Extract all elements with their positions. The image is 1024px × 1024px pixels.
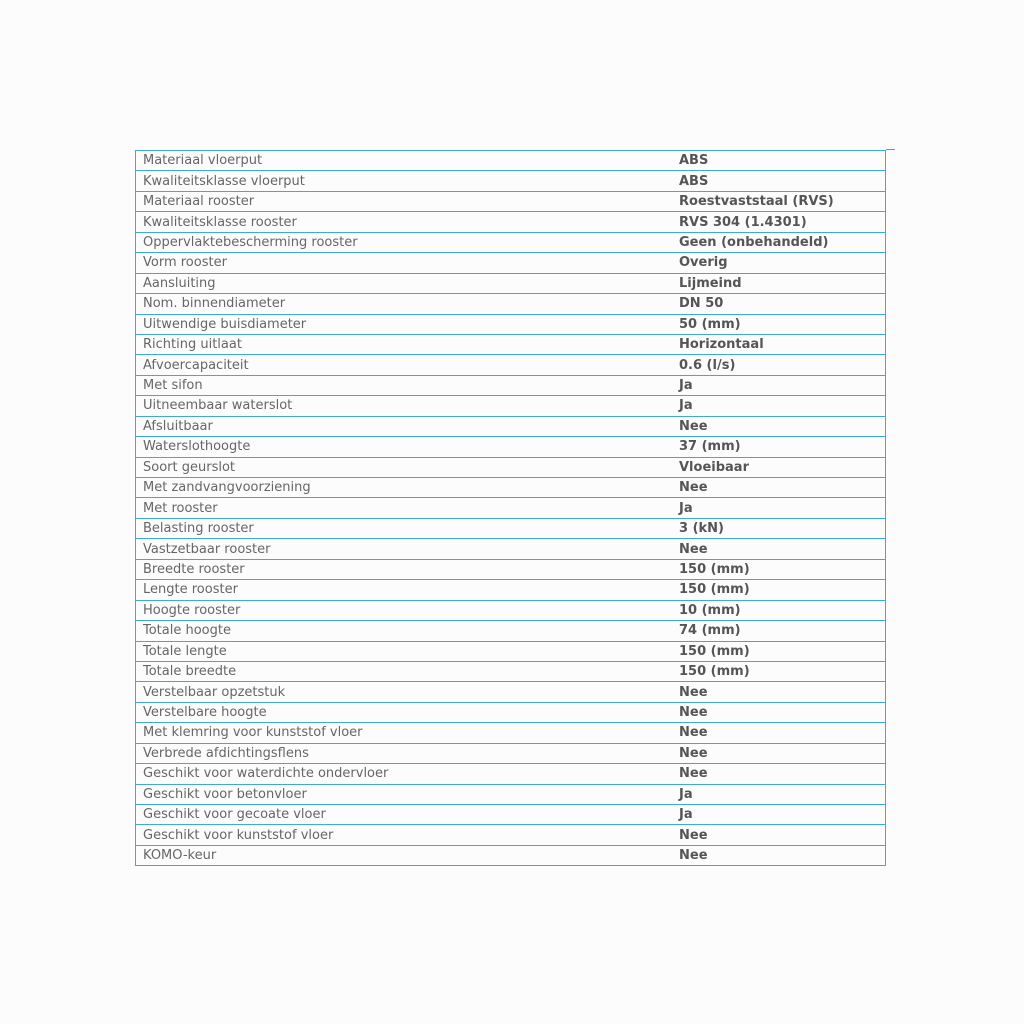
spec-label: Met klemring voor kunststof vloer [136,723,674,743]
table-row [136,498,886,518]
spec-value: Vloeibaar [673,457,886,477]
spec-value: ABS [673,151,886,171]
table-row [136,702,886,722]
spec-label: Vorm rooster [136,253,674,273]
table-row [136,723,886,743]
spec-value: 50 (mm) [673,314,886,334]
spec-value: Horizontaal [673,334,886,354]
spec-label: Materiaal rooster [136,191,674,211]
spec-label: Materiaal vloerput [136,151,674,171]
spec-label: Nom. binnendiameter [136,294,674,314]
spec-label: Met rooster [136,498,674,518]
table-row [136,682,886,702]
spec-value: Ja [673,498,886,518]
spec-label: Met sifon [136,375,674,395]
table-row [136,539,886,559]
table-row [136,784,886,804]
table-row [136,825,886,845]
table-row [136,334,886,354]
spec-label: Waterslothoogte [136,437,674,457]
specification-table-body [136,151,886,866]
spec-label: Belasting rooster [136,518,674,538]
spec-label: Geschikt voor kunststof vloer [136,825,674,845]
spec-value: Nee [673,702,886,722]
table-row [136,621,886,641]
spec-value: Overig [673,253,886,273]
spec-label: Richting uitlaat [136,334,674,354]
spec-value: Nee [673,478,886,498]
spec-value: Roestvaststaal (RVS) [673,191,886,211]
table-row [136,294,886,314]
spec-label: Hoogte rooster [136,600,674,620]
table-row [136,600,886,620]
table-row [136,437,886,457]
spec-value: Nee [673,764,886,784]
spec-label: Geschikt voor waterdichte ondervloer [136,764,674,784]
table-row [136,416,886,436]
spec-label: Geschikt voor betonvloer [136,784,674,804]
specification-table [135,150,886,866]
spec-label: Uitneembaar waterslot [136,396,674,416]
spec-label: Met zandvangvoorziening [136,478,674,498]
table-row [136,232,886,252]
spec-label: Totale breedte [136,661,674,681]
table-row [136,396,886,416]
table-row [136,314,886,334]
spec-value: Nee [673,416,886,436]
spec-value: Nee [673,845,886,865]
table-row [136,478,886,498]
spec-value: RVS 304 (1.4301) [673,212,886,232]
spec-label: Aansluiting [136,273,674,293]
spec-value: DN 50 [673,294,886,314]
spec-label: Vastzetbaar rooster [136,539,674,559]
spec-value: 10 (mm) [673,600,886,620]
table-row [136,518,886,538]
spec-value: 150 (mm) [673,641,886,661]
spec-label: Afsluitbaar [136,416,674,436]
table-row [136,764,886,784]
table-row [136,151,886,171]
table-row [136,661,886,681]
table-row [136,253,886,273]
spec-value: Nee [673,723,886,743]
table-row [136,212,886,232]
table-row [136,743,886,763]
spec-label: Verstelbare hoogte [136,702,674,722]
spec-value: Nee [673,825,886,845]
spec-value: Nee [673,539,886,559]
table-row [136,375,886,395]
spec-value: Geen (onbehandeld) [673,232,886,252]
table-row [136,355,886,375]
spec-value: 150 (mm) [673,559,886,579]
spec-value: 0.6 (l/s) [673,355,886,375]
spec-value: 74 (mm) [673,621,886,641]
spec-value: 150 (mm) [673,580,886,600]
spec-value: ABS [673,171,886,191]
table-row [136,845,886,865]
spec-value: Ja [673,396,886,416]
spec-value: 150 (mm) [673,661,886,681]
table-row [136,171,886,191]
spec-label: Oppervlaktebescherming rooster [136,232,674,252]
spec-value: Nee [673,743,886,763]
spec-label: Uitwendige buisdiameter [136,314,674,334]
spec-label: Kwaliteitsklasse rooster [136,212,674,232]
spec-label: Totale hoogte [136,621,674,641]
spec-label: Verstelbaar opzetstuk [136,682,674,702]
spec-value: Lijmeind [673,273,886,293]
spec-value: Ja [673,784,886,804]
spec-value: 3 (kN) [673,518,886,538]
table-row [136,641,886,661]
spec-value: Ja [673,805,886,825]
spec-value: 37 (mm) [673,437,886,457]
spec-label: Totale lengte [136,641,674,661]
table-row [136,559,886,579]
spec-label: Geschikt voor gecoate vloer [136,805,674,825]
table-row [136,457,886,477]
table-row [136,191,886,211]
spec-label: Lengte rooster [136,580,674,600]
spec-label: KOMO-keur [136,845,674,865]
table-row [136,580,886,600]
table-row [136,273,886,293]
spec-label: Afvoercapaciteit [136,355,674,375]
spec-label: Soort geurslot [136,457,674,477]
spec-label: Breedte rooster [136,559,674,579]
table-corner-tick [886,149,895,150]
spec-value: Ja [673,375,886,395]
table-row [136,805,886,825]
spec-value: Nee [673,682,886,702]
spec-label: Verbrede afdichtingsflens [136,743,674,763]
spec-label: Kwaliteitsklasse vloerput [136,171,674,191]
